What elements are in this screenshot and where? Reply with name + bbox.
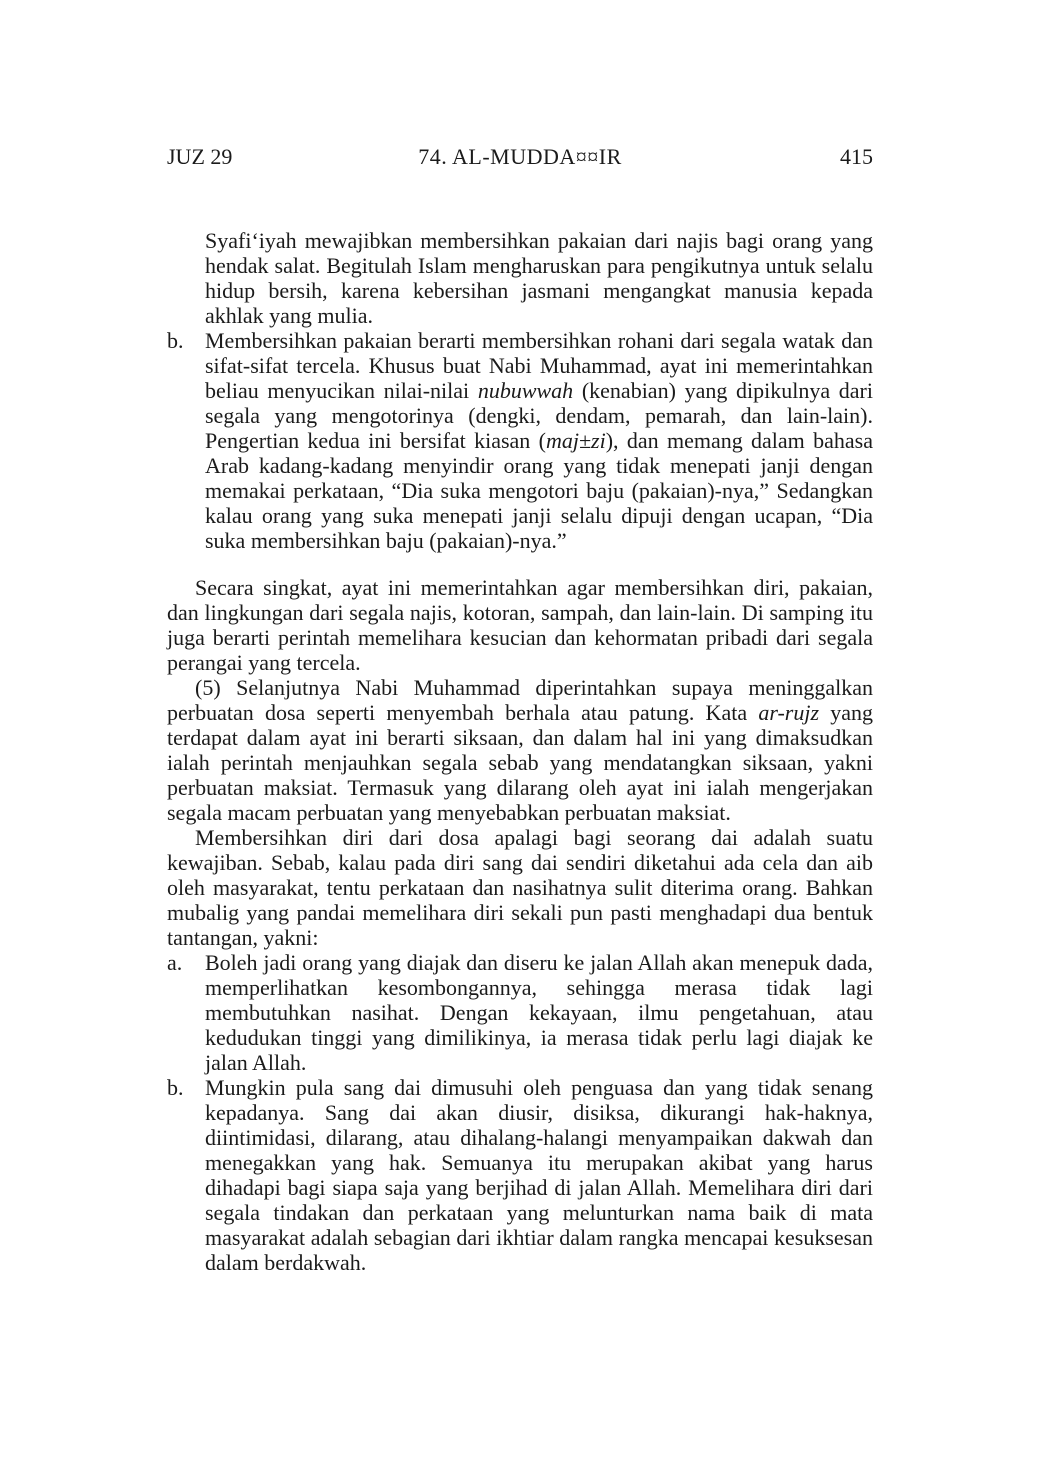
text-run: Membersihkan pakaian berarti membersihkan rohani dari segala watak dan sifat-sifat tercela. Khusus buat Nabi Muhammad, ayat ini memerintahkan beliau menyucikan nilai-nilai — [205, 328, 873, 403]
list-item — [167, 1075, 873, 1275]
list-item — [167, 328, 873, 553]
list-item-text — [205, 1075, 873, 1275]
paragraph-gap — [167, 553, 873, 575]
text-run: Mungkin pula sang dai dimusuhi oleh penguasa dan yang tidak senang kepadanya. Sang dai akan diusir, disiksa, dikurangi hak-haknya, diintimidasi, dilarang, atau dihalang-halangi menyampaikan dakwah dan menegakkan yang hak. Semuanya itu merupakan akibat yang harus dihadapi bagi siapa saja yang berjihad di jalan Allah. Memelihara diri dari segala tindakan dan perkataan yang melunturkan nama baik di mata masyarakat adalah sebagian dari ikhtiar dalam rangka mencapai kesuksesan dalam berdakwah. — [205, 1075, 873, 1275]
text-run: yang terdapat dalam ayat ini berarti siksaan, dan dalam hal ini yang dimaksudkan ialah perintah menjauhkan segala sebab yang mendatangkan siksaan, yakni perbuatan maksiat. Termasuk yang dilarang oleh ayat ini ialah mengerjakan segala macam perbuatan yang menyebabkan perbuatan maksiat. — [167, 700, 874, 825]
paragraph — [167, 675, 873, 825]
paragraph — [167, 575, 873, 675]
text-run: Syafi‘iyah mewajibkan membersihkan pakaian dari najis bagi orang yang hendak salat. Begitulah Islam mengharuskan para pengikutnya untuk selalu hidup bersih, karena kebersihan jasmani mengangkat manusia kepada akhlak yang mulia. — [205, 228, 873, 328]
list-item-text — [205, 228, 873, 328]
text-run: Secara singkat, ayat ini memerintahkan agar membersihkan diri, pakaian, dan lingkungan dari segala najis, kotoran, sampah, dan lain-lain. Di samping itu juga berarti perintah memelihara kesucian dan kehormatan pribadi dari segala perangai yang tercela. — [167, 575, 873, 675]
list-item-text — [205, 950, 873, 1075]
page-body — [167, 228, 873, 1275]
list-item — [167, 950, 873, 1075]
list-marker: b. — [167, 1075, 184, 1100]
paragraph — [167, 825, 873, 950]
text-run: Boleh jadi orang yang diajak dan diseru ke jalan Allah akan menepuk dada, memperlihatkan kesombongannya, sehingga merasa tidak lagi membutuhkan nasihat. Dengan kekayaan, ilmu pengetahuan, atau kedudukan tinggi yang dimilikinya, ia merasa tidak perlu lagi diajak ke jalan Allah. — [205, 950, 873, 1075]
italic-term: nubuwwah — [477, 378, 574, 403]
surah-title: 74. AL-MUDDA¤¤IR — [418, 144, 622, 169]
page-header — [167, 144, 873, 170]
text-run: (5) Selanjutnya Nabi Muhammad diperintahkan supaya meninggalkan perbuatan dosa seperti menyembah berhala atau patung. Kata — [167, 675, 873, 725]
list-item-text — [205, 328, 873, 553]
list-marker: a. — [167, 950, 183, 975]
list-marker: b. — [167, 328, 184, 353]
text-run: (kenabian) yang dipikulnya dari segala yang mengotorinya (dengki, dendam, pemarah, dan lain-lain). Pengertian kedua ini bersifat kiasan ( — [205, 378, 873, 453]
page-number: 415 — [840, 144, 873, 169]
text-run: Membersihkan diri dari dosa apalagi bagi seorang dai adalah suatu kewajiban. Sebab, kalau pada diri sang dai sendiri diketahui ada cela dan aib oleh masyarakat, tentu perkataan dan nasihatnya sulit diterima orang. Bahkan mubalig yang pandai memelihara diri sekali pun pasti menghadapi dua bentuk tantangan, yakni: — [167, 825, 873, 950]
list-item-continuation — [167, 228, 873, 328]
italic-term: ar-rujz — [758, 700, 820, 725]
juz-label: JUZ 29 — [167, 144, 233, 169]
italic-term: maj±zi — [545, 428, 606, 453]
text-run: ), dan memang dalam bahasa Arab kadang-kadang menyindir orang yang tidak menepati janji dengan memakai perkataan, “Dia suka mengotori baju (pakaian)-nya,” Sedangkan kalau orang yang suka menepati janji selalu dipuji dengan ucapan, “Dia suka membersihkan baju (pakaian)-nya.” — [205, 428, 873, 553]
